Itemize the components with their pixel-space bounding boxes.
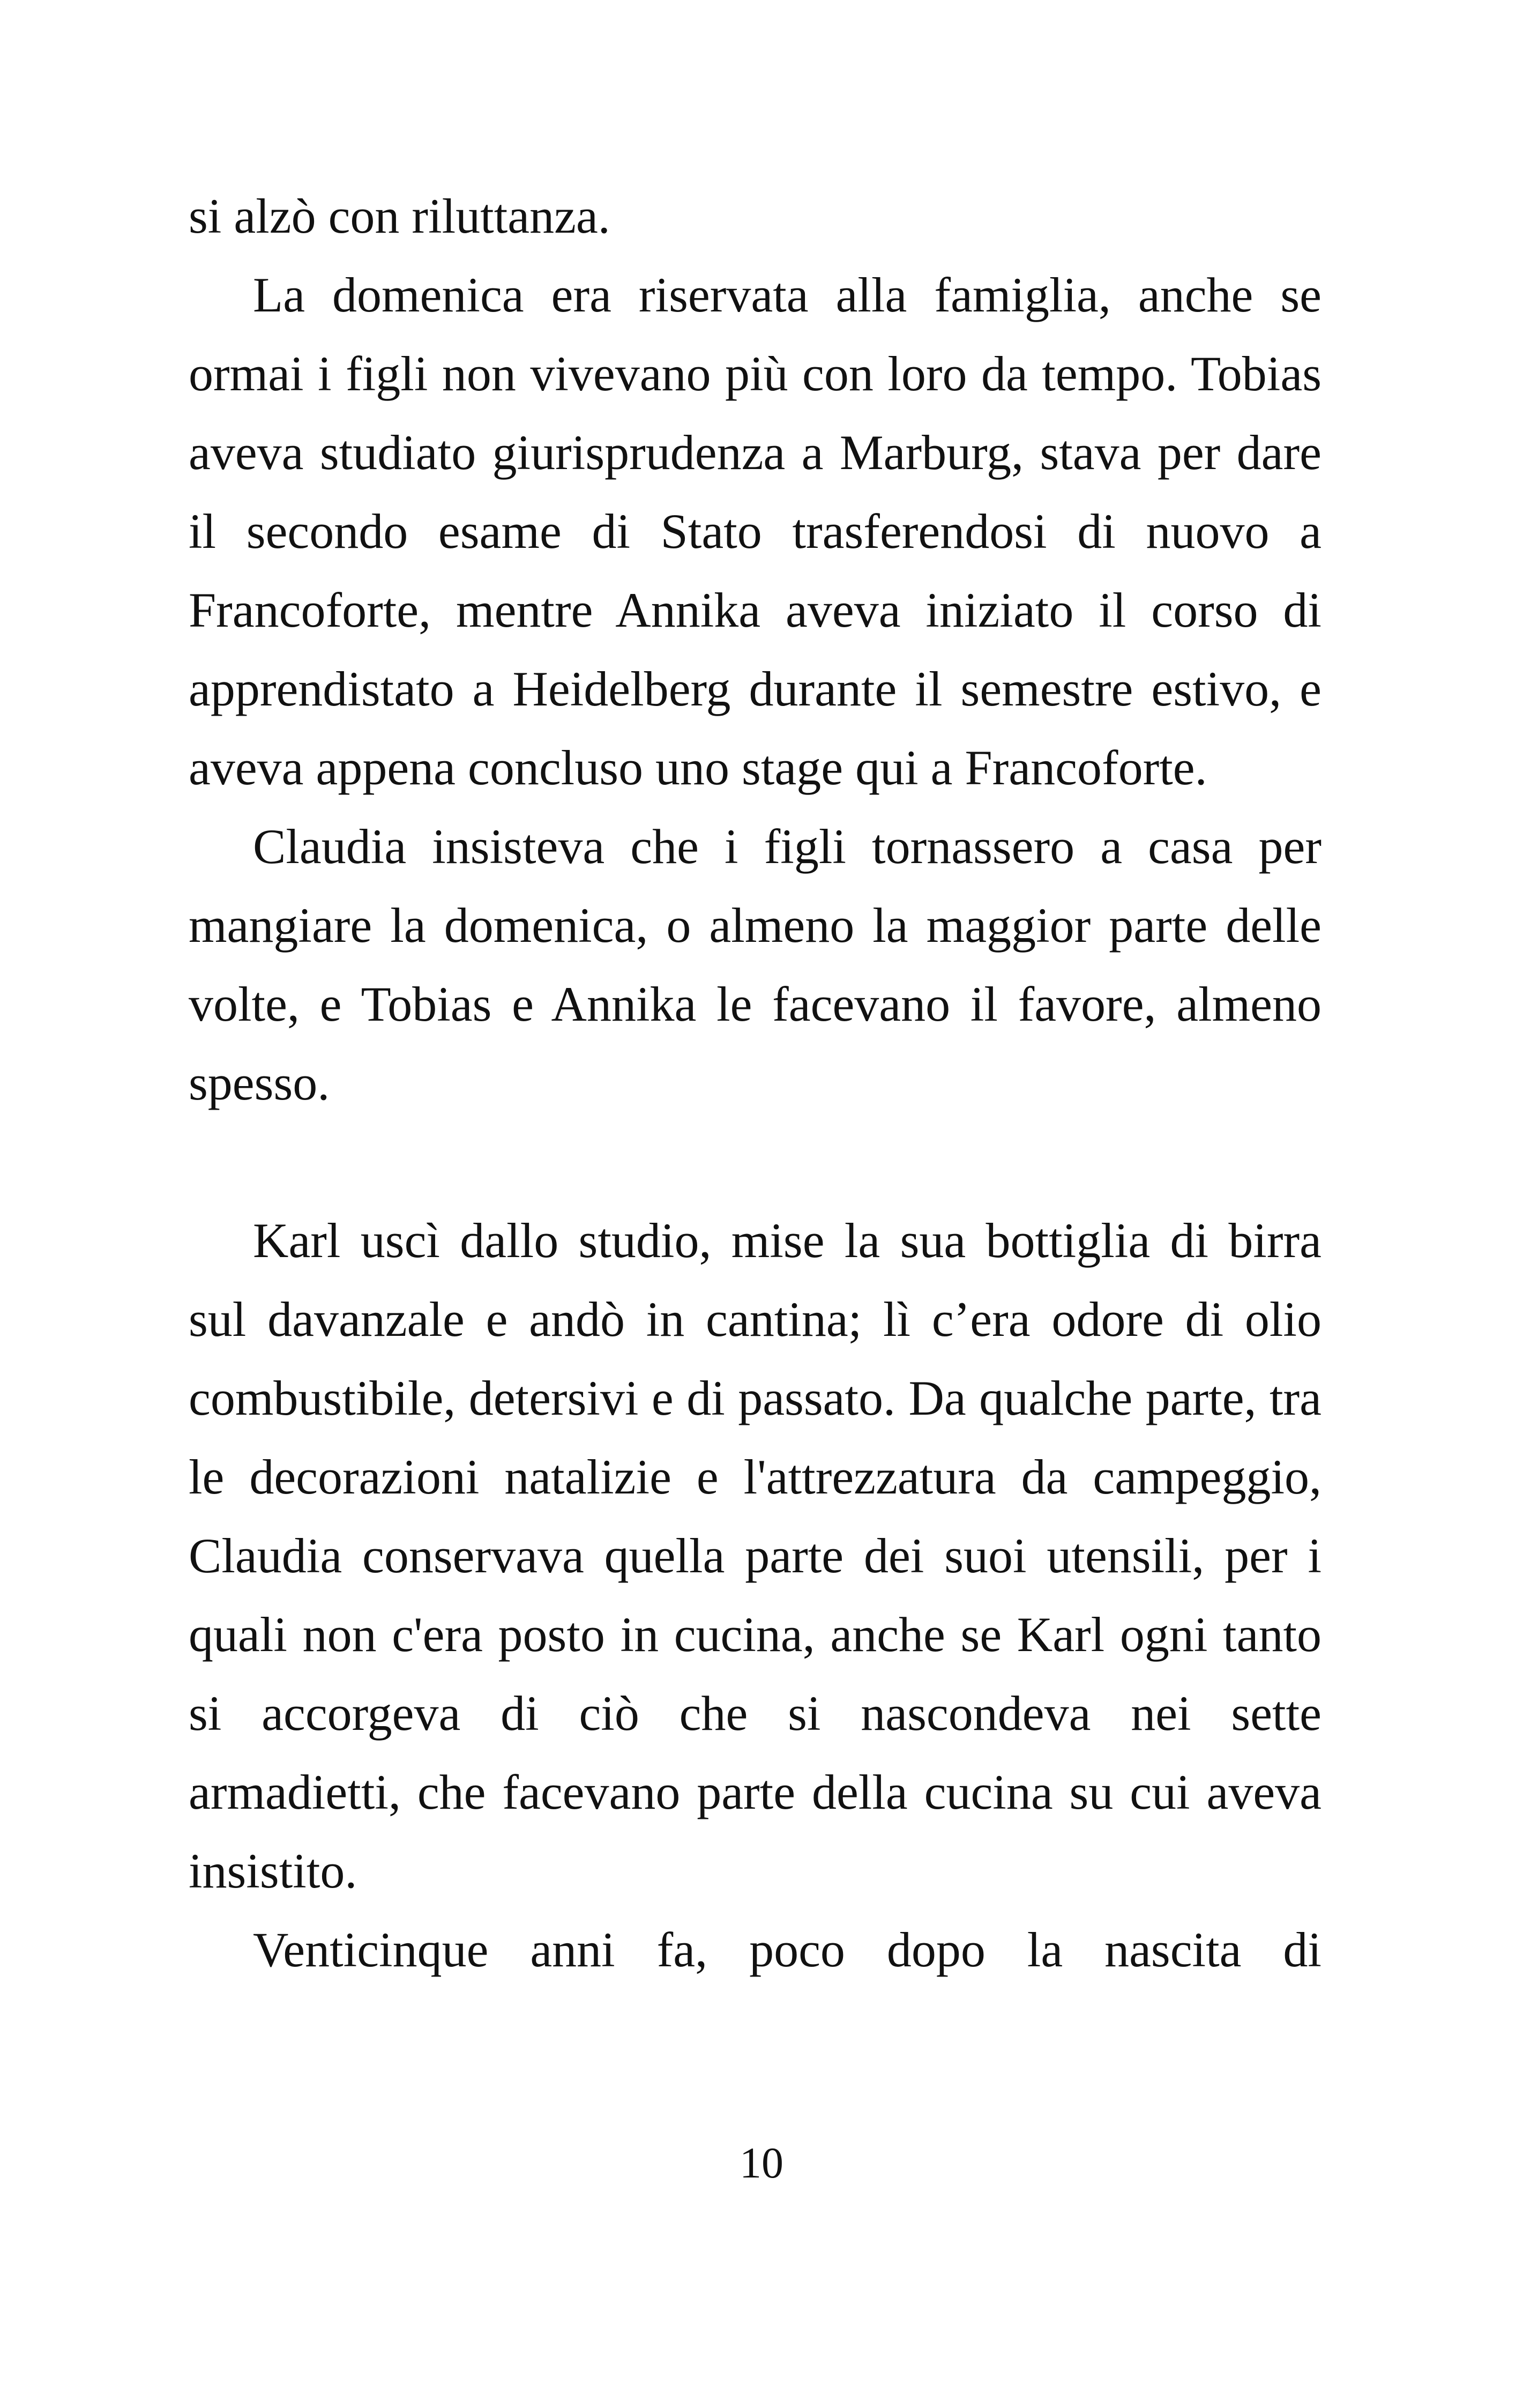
paragraph-claudia-insisted: Claudia insisteva che i figli tornassero a casa per mangiare la domenica, o almeno la maggior parte delle volte, e Tobias e Annika le facevano il favore, almeno spesso. <box>189 819 1322 1110</box>
paragraph-karl-cellar: Karl uscì dallo studio, mise la sua bottiglia di birra sul davanzale e andò in cantina; lì c’era odore di olio combustibile, detersivi e di passato. Da qualche parte, tra le decorazioni natalizie e l'attrezzatura da campeggio, Claudia conservava quella parte dei suoi utensili, per i quali non c'era posto in cucina, anche se Karl ogni tanto si accorgeva di ciò che si nascondeva nei sette armadietti, che facevano parte della cucina su cui aveva insistito. <box>189 1213 1322 1898</box>
paragraph-continuation: si alzò con riluttanza. <box>189 189 610 243</box>
paragraph-sunday-family: La domenica era riservata alla famiglia, anche se ormai i figli non vivevano più con loro da tempo. Tobias aveva studiato giurisprudenza a Marburg, stava per dare il secondo esame di Stato trasferendosi di nuovo a Francoforte, mentre Annika aveva iniziato il corso di apprendistato a Heidelberg durante il semestre estivo, e aveva appena concluso uno stage qui a Francoforte. <box>189 267 1322 795</box>
page-number: 10 <box>740 2138 783 2187</box>
body-text <box>189 177 1322 1989</box>
paragraph-twenty-five-years: Venticinque anni fa, poco dopo la nascita di <box>253 1922 1322 1977</box>
